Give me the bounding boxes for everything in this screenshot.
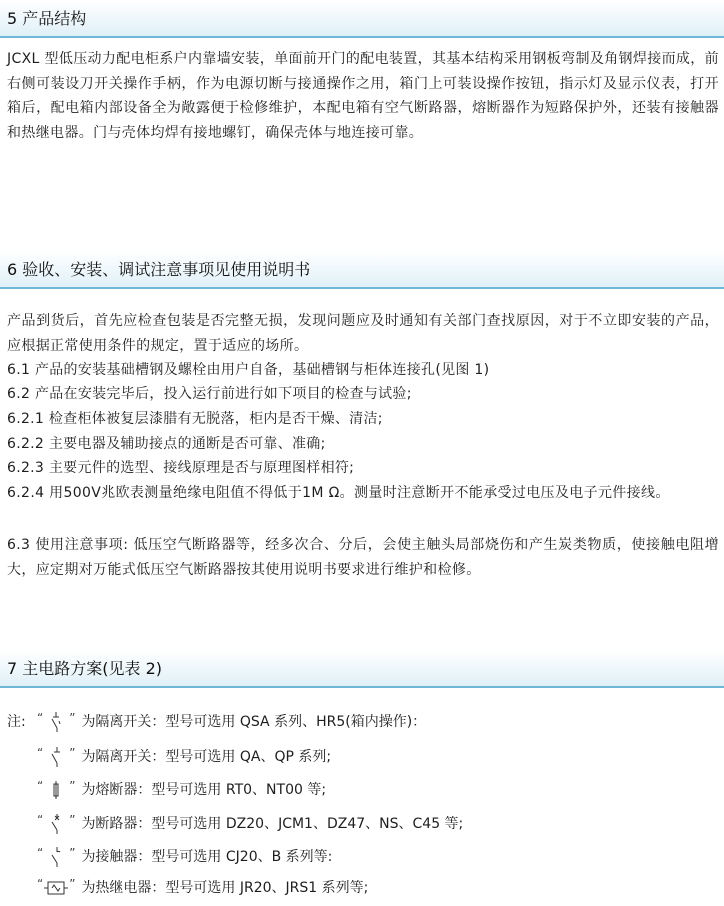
quote-close: ”	[69, 877, 76, 891]
item-6-1: 6.1 产品的安装基础槽钢及螺栓由用户自备，基础槽钢与柜体连接孔(见图 1)	[7, 362, 490, 378]
note-row-4	[37, 813, 463, 835]
item-6-2-2: 6.2.2 主要电器及辅助接点的通断是否可靠、准确;	[7, 436, 326, 452]
quote-open: “	[37, 746, 44, 760]
item-6-2-4: 6.2.4 用500V兆欧表测量绝缘电阻值不得低于1M Ω。测量时注意断开不能承受过电压及电子元件接线。	[7, 485, 670, 501]
note-text-2: 为隔离开关：型号可选用 QA、QP 系列;	[81, 749, 332, 765]
item-6-2-1: 6.2.1 检查柜体被复层漆腊有无脱落，柜内是否干燥、清洁;	[7, 411, 383, 427]
circuit-breaker-icon	[43, 813, 69, 835]
item-6-2: 6.2 产品在安装完毕后，投入运行前进行如下项目的检查与试验;	[7, 386, 412, 402]
isolating-switch-icon	[43, 746, 69, 768]
note-text-5: 为接触器：型号可选用 CJ20、B 系列等:	[81, 849, 333, 865]
note-text-1: 为隔离开关：型号可选用 QSA 系列、HR5(箱内操作)：	[81, 714, 427, 730]
fuse-icon	[43, 779, 69, 801]
note-prefix: 注:	[7, 714, 26, 730]
item-6-2-3: 6.2.3 主要元件的选型、接线原理是否与原理图样相符;	[7, 460, 355, 476]
note-text-4: 为断路器：型号可选用 DZ20、JCM1、DZ47、NS、C45 等;	[81, 816, 464, 832]
section-6-title: 6 验收、安装、调试注意事项见使用说明书	[7, 260, 311, 279]
item-6-3: 6.3 使用注意事项: 低压空气断路器等，经多次合、分后，会使主触头局部烧伤和产生炭类物质，使接触电阻增大，应定期对万能式低压空气断路器按其使用说明书要求进行维护和检修。	[7, 537, 719, 578]
section-5-body: JCXL 型低压动力配电柜系户内靠墙安装，单面前开门的配电装置，其基本结构采用钢板弯制及角钢焊接而成，前右侧可装设刀开关操作手柄，作为电源切断与接通操作之用，箱门上可装设操作按钮，指示灯及显示仪表，打开箱后，配电箱内部设备全为敞露便于检修维护，本配电箱有空气断路器，熔断器作为短路保护外，还装有接触器和热继电器。门与壳体均焊有接地螺钉，确保壳体与地连接可靠。	[7, 51, 719, 141]
section-5-title: 5 产品结构	[7, 9, 87, 28]
quote-close: ”	[69, 846, 76, 860]
quote-close: ”	[69, 711, 76, 725]
quote-open: “	[37, 877, 44, 891]
note-row-1	[7, 711, 426, 733]
disconnector-icon	[43, 711, 69, 733]
note-row-3	[37, 779, 326, 801]
quote-close: ”	[69, 746, 76, 760]
thermal-relay-icon	[43, 877, 69, 899]
note-row-2	[37, 746, 331, 768]
contactor-icon	[43, 846, 69, 868]
section-5-header	[0, 0, 724, 38]
quote-close: ”	[69, 779, 76, 793]
note-text-3: 为熔断器：型号可选用 RT0、NT00 等;	[81, 782, 327, 798]
section-6-intro: 产品到货后，首先应检查包装是否完整无损，发现问题应及时通知有关部门查找原因，对于不立即安装的产品，应根据正常使用条件的规定，置于适应的场所。	[7, 313, 719, 354]
quote-open: “	[37, 779, 44, 793]
quote-open: “	[37, 711, 44, 725]
note-text-6: 为热继电器：型号可选用 JR20、JRS1 系列等;	[81, 880, 369, 896]
quote-open: “	[37, 846, 44, 860]
section-6-header	[0, 251, 724, 289]
note-row-5	[37, 846, 332, 868]
section-7-header	[0, 650, 724, 688]
note-row-6	[37, 877, 368, 899]
section-7-title: 7 主电路方案(见表 2)	[7, 659, 163, 678]
quote-open: “	[37, 813, 44, 827]
quote-close: ”	[69, 813, 76, 827]
